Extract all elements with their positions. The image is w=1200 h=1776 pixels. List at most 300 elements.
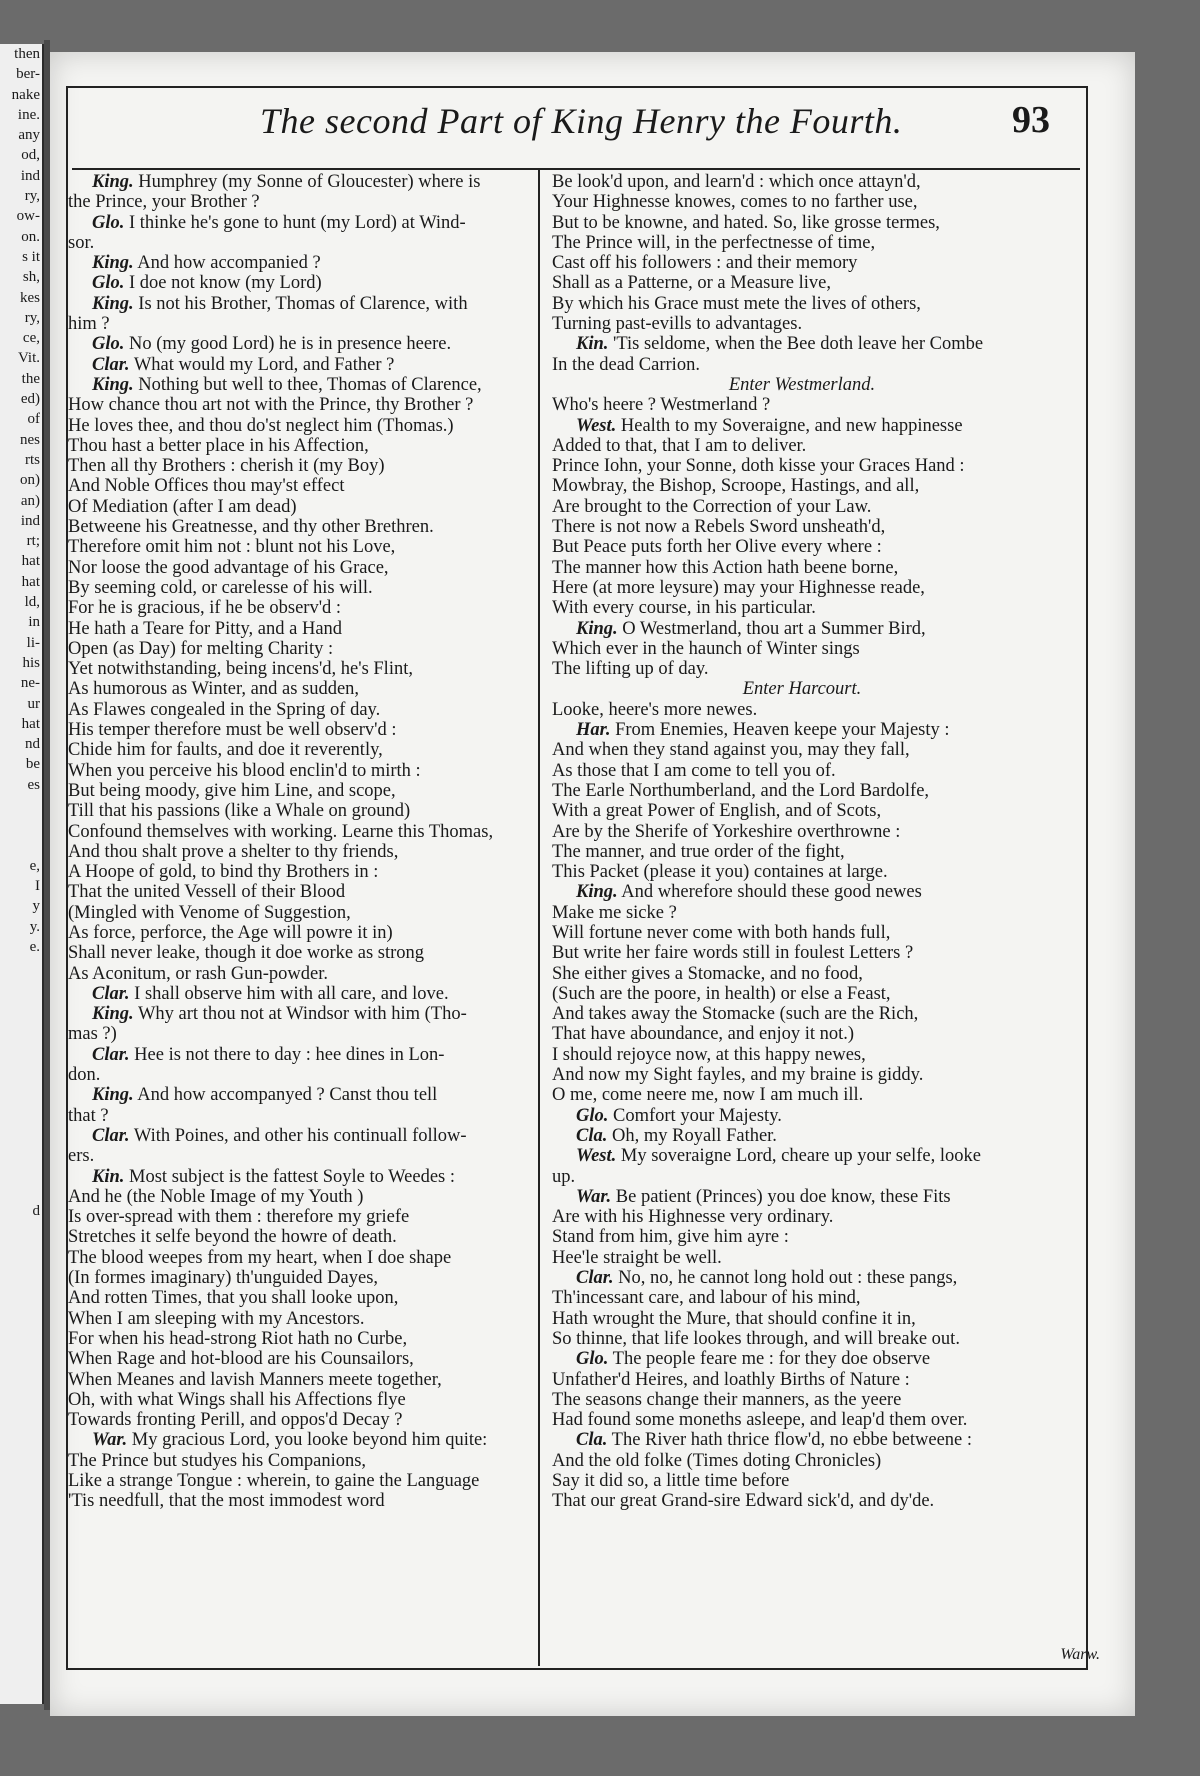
verse-line xyxy=(552,1248,1052,1268)
speaker-label: Clar. xyxy=(576,1268,614,1289)
speaker-label: West. xyxy=(576,415,617,436)
line-text: I should rejoyce now, at this happy newes, xyxy=(552,1044,866,1065)
verse-line xyxy=(552,1471,1052,1491)
line-text: And rotten Times, that you shall looke upon, xyxy=(68,1288,399,1309)
speaker-label: Cla. xyxy=(576,1125,608,1146)
verse-line xyxy=(68,801,536,821)
line-text: Is not his Brother, Thomas of Clarence, with xyxy=(138,293,468,314)
verse-line xyxy=(552,1349,1052,1369)
line-text: For when his head-strong Riot hath no Curbe, xyxy=(68,1328,408,1349)
prev-page-fragment xyxy=(0,1018,42,1038)
verse-line xyxy=(552,1085,1052,1105)
verse-line xyxy=(552,517,1052,537)
prev-page-fragment: ind xyxy=(20,512,40,529)
line-text: (Such are the poore, in health) or else a Feast, xyxy=(552,983,891,1004)
line-text: The Prince will, in the perfectnesse of time, xyxy=(552,232,876,253)
line-text: Are brought to the Correction of your Law. xyxy=(552,496,872,517)
verse-line xyxy=(552,1187,1052,1207)
speaker-label: Glo. xyxy=(92,212,125,233)
prev-page-fragment: ow- xyxy=(16,208,40,225)
line-text: With a great Power of English, and of Scots, xyxy=(552,801,882,822)
verse-line xyxy=(68,1065,536,1085)
line-text: O me, come neere me, now I am much ill. xyxy=(552,1085,864,1106)
speaker-label: Clar. xyxy=(92,354,130,375)
verse-line xyxy=(68,1370,536,1390)
speaker-label: War. xyxy=(576,1186,612,1207)
prev-page-fragment: y. xyxy=(29,918,40,935)
verse-line xyxy=(552,1126,1052,1146)
verse-line xyxy=(552,781,1052,801)
verse-line xyxy=(552,1268,1052,1288)
speaker-label: Clar. xyxy=(92,983,130,1004)
line-text: With Poines, and other his continuall follow- xyxy=(133,1125,467,1146)
verse-line xyxy=(552,639,1052,659)
verse-line xyxy=(68,1167,536,1187)
previous-page-edge xyxy=(0,44,44,1704)
running-title: The second Part of King Henry the Fourth. xyxy=(260,101,903,141)
prev-page-fragment: hat xyxy=(21,553,40,570)
prev-page-fragment: es xyxy=(27,776,40,793)
verse-line xyxy=(552,416,1052,436)
verse-line xyxy=(552,964,1052,984)
prev-page-fragment xyxy=(0,836,42,856)
verse-line xyxy=(68,192,536,212)
line-text: Turning past-evills to advantages. xyxy=(552,314,803,335)
line-text: Stretches it selfe beyond the howre of death. xyxy=(68,1227,397,1248)
verse-line xyxy=(552,801,1052,821)
line-text: (In formes imaginary) th'unguided Dayes, xyxy=(68,1268,379,1289)
line-text: (Mingled with Venome of Suggestion, xyxy=(68,902,351,923)
header-rule xyxy=(72,168,1080,170)
line-text: Chide him for faults, and doe it reverently, xyxy=(68,740,383,761)
verse-line xyxy=(552,1288,1052,1308)
line-text: And wherefore should these good newes xyxy=(621,882,922,903)
line-text: The lifting up of day. xyxy=(552,659,709,680)
catchword: Warw. xyxy=(1060,1646,1100,1663)
prev-page-fragment: be xyxy=(25,756,40,773)
line-text: When Rage and hot-blood are his Counsailors, xyxy=(68,1349,414,1370)
verse-line xyxy=(68,1471,536,1491)
line-text: Yet notwithstanding, being incens'd, he's Flint, xyxy=(68,659,413,680)
verse-line xyxy=(552,1491,1052,1511)
line-text: As Flawes congealed in the Spring of day. xyxy=(68,699,381,720)
prev-page-fragment xyxy=(0,998,42,1018)
verse-line xyxy=(552,1370,1052,1390)
line-text: Comfort your Majesty. xyxy=(613,1105,782,1126)
line-text: A Hoope of gold, to bind thy Brothers in : xyxy=(68,862,379,883)
prev-page-fragment: any xyxy=(18,127,40,144)
line-text: There is not now a Rebels Sword unsheath'd, xyxy=(552,517,886,538)
verse-line xyxy=(552,720,1052,740)
verse-line xyxy=(68,619,536,639)
verse-line xyxy=(552,537,1052,557)
verse-line xyxy=(68,1187,536,1207)
line-text: the Prince, your Brother ? xyxy=(68,192,260,213)
line-text: Nothing but well to thee, Thomas of Clarence, xyxy=(138,374,482,395)
verse-line xyxy=(68,1004,536,1024)
stage-direction: Enter Harcourt. xyxy=(742,679,862,700)
prev-page-fragment: ber- xyxy=(16,66,40,83)
line-text: I thinke he's gone to hunt (my Lord) at Wind- xyxy=(129,212,466,233)
verse-line xyxy=(552,273,1052,293)
verse-line xyxy=(68,1085,536,1105)
prev-page-fragment: then xyxy=(14,46,40,62)
prev-page-fragment: an) xyxy=(20,492,40,509)
prev-page-fragment: rt; xyxy=(26,533,40,550)
verse-line xyxy=(68,1451,536,1471)
verse-line xyxy=(68,639,536,659)
verse-line xyxy=(552,943,1052,963)
verse-line xyxy=(68,1227,536,1247)
line-text: Shall as a Patterne, or a Measure live, xyxy=(552,273,831,294)
verse-line xyxy=(68,1288,536,1308)
line-text: He hath a Teare for Pitty, and a Hand xyxy=(68,618,343,639)
line-text: As force, perforce, the Age will powre it in) xyxy=(68,922,393,943)
verse-line xyxy=(552,984,1052,1004)
line-text: Hath wrought the Mure, that should confine it in, xyxy=(552,1308,916,1329)
verse-line xyxy=(68,1329,536,1349)
line-text: Make me sicke ? xyxy=(552,902,677,923)
verse-line xyxy=(552,740,1052,760)
prev-page-fragment: on. xyxy=(21,228,40,245)
line-text: As humorous as Winter, and as sudden, xyxy=(68,679,360,700)
prev-page-fragment: sh, xyxy=(22,269,40,286)
verse-line xyxy=(552,1451,1052,1471)
prev-page-fragment: of xyxy=(27,411,40,428)
line-text: Nor loose the good advantage of his Grace, xyxy=(68,557,389,578)
line-text: When you perceive his blood enclin'd to mirth : xyxy=(68,760,421,781)
right-column xyxy=(552,172,1052,1512)
verse-line xyxy=(68,172,536,192)
verse-line xyxy=(552,1390,1052,1410)
line-text: Added to that, that I am to deliver. xyxy=(552,435,807,456)
prev-page-fragment: on) xyxy=(20,472,40,489)
line-text: But being moody, give him Line, and scope, xyxy=(68,780,396,801)
prev-page-fragment: rts xyxy=(25,451,40,468)
prev-page-fragment: nes xyxy=(20,431,40,448)
verse-line xyxy=(68,1024,536,1044)
speaker-label: West. xyxy=(576,1146,617,1167)
verse-line xyxy=(552,761,1052,781)
line-text: Are by the Sherife of Yorkeshire overthrowne : xyxy=(552,821,901,842)
verse-line xyxy=(552,558,1052,578)
verse-line xyxy=(68,436,536,456)
speaker-label: King. xyxy=(92,1004,134,1025)
line-text: The manner, and true order of the fight, xyxy=(552,841,845,862)
line-text: don. xyxy=(68,1065,101,1086)
verse-line xyxy=(552,213,1052,233)
line-text: And how accompanied ? xyxy=(137,253,321,274)
line-text: Be patient (Princes) you doe know, these Fits xyxy=(615,1186,951,1207)
verse-line xyxy=(552,659,1052,679)
speaker-label: Har. xyxy=(576,720,611,741)
verse-line xyxy=(68,984,536,1004)
verse-line xyxy=(68,395,536,415)
verse-line xyxy=(552,192,1052,212)
prev-page-fragment: li- xyxy=(26,634,40,651)
verse-line xyxy=(552,1430,1052,1450)
verse-line xyxy=(552,1227,1052,1247)
prev-page-fragment xyxy=(0,1140,42,1160)
line-text: But write her faire words still in foulest Letters ? xyxy=(552,943,914,964)
line-text: up. xyxy=(552,1166,576,1187)
speaker-label: Kin. xyxy=(576,334,609,355)
line-text: that ? xyxy=(68,1105,109,1126)
prev-page-fragment xyxy=(0,1039,42,1059)
line-text: That have aboundance, and enjoy it not.) xyxy=(552,1024,855,1045)
verse-line xyxy=(552,476,1052,496)
line-text: My soveraigne Lord, cheare up your selfe, looke xyxy=(620,1146,981,1167)
verse-line xyxy=(552,842,1052,862)
line-text: The River hath thrice flow'd, no ebbe betweene : xyxy=(611,1430,973,1451)
prev-page-fragment: nd xyxy=(25,736,40,753)
line-text: In the dead Carrion. xyxy=(552,354,700,375)
line-text: But to be knowne, and hated. So, like grosse termes, xyxy=(552,212,940,233)
verse-line xyxy=(68,1430,536,1450)
prev-page-fragment: ed) xyxy=(20,391,40,408)
prev-page-fragment xyxy=(0,1120,42,1140)
line-text: Then all thy Brothers : cherish it (my Boy) xyxy=(68,456,385,477)
verse-line xyxy=(68,476,536,496)
line-text: Will fortune never come with both hands full, xyxy=(552,922,891,943)
line-text: mas ?) xyxy=(68,1024,117,1045)
verse-line xyxy=(68,1390,536,1410)
prev-page-fragment xyxy=(0,1160,42,1180)
verse-line xyxy=(68,537,536,557)
line-text: As those that I am come to tell you of. xyxy=(552,760,836,781)
speaker-label: Glo. xyxy=(576,1105,609,1126)
verse-line xyxy=(552,1004,1052,1024)
verse-line xyxy=(552,172,1052,192)
verse-line xyxy=(68,882,536,902)
line-text: Cast off his followers : and their memory xyxy=(552,253,858,274)
verse-line xyxy=(552,1329,1052,1349)
prev-page-fragment: s it xyxy=(22,248,40,265)
verse-line xyxy=(68,1248,536,1268)
line-text: Health to my Soveraigne, and new happinesse xyxy=(620,415,963,436)
line-text: No, no, he cannot long hold out : these pangs, xyxy=(618,1268,958,1289)
line-text: That our great Grand-sire Edward sick'd, and dy'de. xyxy=(552,1491,935,1512)
verse-line xyxy=(552,233,1052,253)
prev-page-fragment: ind xyxy=(20,167,40,184)
prev-page-fragment xyxy=(0,795,42,815)
verse-line xyxy=(68,679,536,699)
prev-page-fragment: ld, xyxy=(24,594,40,611)
verse-line xyxy=(68,598,536,618)
line-text: Is over-spread with them : therefore my griefe xyxy=(68,1207,410,1228)
line-text: That the united Vessell of their Blood xyxy=(68,882,346,903)
verse-line xyxy=(68,314,536,334)
line-text: When I am sleeping with my Ancestors. xyxy=(68,1308,365,1329)
prev-page-fragment: in xyxy=(28,614,40,631)
verse-line xyxy=(68,740,536,760)
verse-line xyxy=(552,700,1052,720)
line-text: Oh, my Royall Father. xyxy=(611,1125,777,1146)
line-text: sor. xyxy=(68,232,95,253)
column-divider xyxy=(538,170,540,1666)
prev-page-fragment: nake xyxy=(11,86,40,103)
speaker-label: King. xyxy=(92,1085,134,1106)
line-text: Unfather'd Heires, and loathly Births of Nature : xyxy=(552,1369,910,1390)
line-text: 'Tis needfull, that the most immodest word xyxy=(68,1491,385,1512)
line-text: Oh, with what Wings shall his Affections flye xyxy=(68,1389,406,1410)
verse-line xyxy=(68,497,536,517)
speaker-label: Cla. xyxy=(576,1430,608,1451)
speaker-label: Glo. xyxy=(576,1349,609,1370)
line-text: His temper therefore must be well observ'd : xyxy=(68,720,397,741)
line-text: Mowbray, the Bishop, Scroope, Hastings, and all, xyxy=(552,476,920,497)
line-text: Open (as Day) for melting Charity : xyxy=(68,638,334,659)
line-text: Towards fronting Perill, and oppos'd Decay ? xyxy=(68,1410,403,1431)
line-text: And takes away the Stomacke (such are the Rich, xyxy=(552,1004,919,1025)
line-text: With every course, in his particular. xyxy=(552,598,816,619)
prev-page-fragment: e, xyxy=(29,857,40,874)
verse-line xyxy=(552,436,1052,456)
verse-line xyxy=(552,822,1052,842)
verse-line xyxy=(552,903,1052,923)
verse-line xyxy=(68,659,536,679)
verse-line xyxy=(68,1106,536,1126)
speaker-label: War. xyxy=(92,1430,128,1451)
verse-line xyxy=(552,1024,1052,1044)
prev-page-fragment: kes xyxy=(20,289,40,306)
line-text: I shall observe him with all care, and love. xyxy=(134,983,449,1004)
line-text: Th'incessant care, and labour of his mind, xyxy=(552,1288,861,1309)
speaker-label: King. xyxy=(92,293,134,314)
line-text: The Prince but studyes his Companions, xyxy=(68,1450,367,1471)
line-text: Are with his Highnesse very ordinary. xyxy=(552,1207,834,1228)
verse-line xyxy=(68,334,536,354)
verse-line xyxy=(552,598,1052,618)
line-text: Why art thou not at Windsor with him (Tho- xyxy=(137,1004,467,1025)
verse-line xyxy=(68,1126,536,1146)
line-text: ers. xyxy=(68,1146,95,1167)
line-text: Humphrey (my Sonne of Gloucester) where is xyxy=(138,172,481,192)
verse-line xyxy=(552,294,1052,314)
verse-line xyxy=(68,781,536,801)
prev-page-fragment: his xyxy=(22,654,40,671)
line-text: From Enemies, Heaven keepe your Majesty : xyxy=(615,720,950,741)
verse-line xyxy=(68,294,536,314)
verse-line xyxy=(552,1410,1052,1430)
verse-line xyxy=(552,253,1052,273)
verse-line xyxy=(68,1410,536,1430)
verse-line xyxy=(552,334,1052,354)
prev-page-fragment xyxy=(0,978,42,998)
line-text: And when they stand against you, may they fall, xyxy=(552,740,910,761)
verse-line xyxy=(68,1491,536,1511)
verse-line xyxy=(552,1167,1052,1187)
prev-page-fragment: ur xyxy=(27,695,40,712)
line-text: Of Mediation (after I am dead) xyxy=(68,496,297,517)
verse-line xyxy=(68,416,536,436)
line-text: The people feare me : for they doe observe xyxy=(612,1349,931,1370)
speaker-label: King. xyxy=(92,172,134,192)
prev-page-fragment: I xyxy=(35,878,40,895)
verse-line xyxy=(68,253,536,273)
verse-line xyxy=(68,517,536,537)
speaker-label: Glo. xyxy=(92,273,125,294)
prev-page-fragment xyxy=(0,1079,42,1099)
verse-line xyxy=(68,700,536,720)
page-header xyxy=(80,96,1070,146)
verse-line xyxy=(552,862,1052,882)
line-text: him ? xyxy=(68,314,110,335)
line-text: When Meanes and lavish Manners meete together, xyxy=(68,1369,442,1390)
prev-page-fragment: ne- xyxy=(20,675,40,692)
prev-page-fragment: y xyxy=(32,898,40,915)
prev-page-fragment xyxy=(0,1181,42,1201)
verse-line xyxy=(552,1045,1052,1065)
verse-line xyxy=(68,375,536,395)
prev-page-fragment: Vit. xyxy=(17,350,40,367)
line-text: No (my good Lord) he is in presence heere. xyxy=(129,334,452,355)
verse-line xyxy=(68,558,536,578)
line-text: And now my Sight fayles, and my braine is giddy. xyxy=(552,1065,924,1086)
verse-line xyxy=(68,964,536,984)
line-text: How chance thou art not with the Prince, thy Brother ? xyxy=(68,395,474,416)
left-column xyxy=(68,172,536,1512)
line-text: Hee is not there to day : hee dines in Lon- xyxy=(134,1044,445,1065)
verse-line xyxy=(68,213,536,233)
line-text: She either gives a Stomacke, and no food, xyxy=(552,963,863,984)
line-text: For he is gracious, if he be observ'd : xyxy=(68,598,342,619)
stage-direction: Enter Westmerland. xyxy=(728,374,876,395)
line-text: Thou hast a better place in his Affection, xyxy=(68,435,369,456)
line-text: 'Tis seldome, when the Bee doth leave her Combe xyxy=(613,334,984,355)
line-text: And how accompanyed ? Canst thou tell xyxy=(137,1085,438,1106)
line-text: And the old folke (Times doting Chronicles) xyxy=(552,1450,882,1471)
line-text: Be look'd upon, and learn'd : which once attayn'd, xyxy=(552,172,921,192)
verse-line xyxy=(68,923,536,943)
verse-line xyxy=(68,1309,536,1329)
verse-line xyxy=(68,903,536,923)
speaker-label: King. xyxy=(92,374,134,395)
verse-line xyxy=(552,497,1052,517)
verse-line xyxy=(68,1045,536,1065)
verse-line xyxy=(68,355,536,375)
line-text: As Aconitum, or rash Gun-powder. xyxy=(68,963,328,984)
prev-page-fragment xyxy=(0,1059,42,1079)
line-text: Stand from him, give him ayre : xyxy=(552,1227,789,1248)
line-text: Your Highnesse knowes, comes to no farther use, xyxy=(552,192,918,213)
verse-line xyxy=(68,822,536,842)
prev-page-fragment: od, xyxy=(21,147,40,164)
line-text: Prince Iohn, your Sonne, doth kisse your Graces Hand : xyxy=(552,456,965,477)
line-text: Till that his passions (like a Whale on ground) xyxy=(68,801,411,822)
speaker-label: Clar. xyxy=(92,1044,130,1065)
verse-line xyxy=(552,619,1052,639)
line-text: Betweene his Greatnesse, and thy other Brethren. xyxy=(68,517,434,538)
line-text: And he (the Noble Image of my Youth ) xyxy=(68,1186,364,1207)
verse-line xyxy=(68,273,536,293)
prev-page-fragment xyxy=(0,957,42,977)
prev-page-fragment: ry, xyxy=(24,309,40,326)
line-text: Therefore omit him not : blunt not his Love, xyxy=(68,537,396,558)
line-text: Hee'le straight be well. xyxy=(552,1247,722,1268)
line-text: Most subject is the fattest Soyle to Weedes : xyxy=(129,1166,456,1187)
verse-line xyxy=(552,355,1052,375)
line-text: Like a strange Tongue : wherein, to gaine the Language xyxy=(68,1471,480,1491)
prev-page-fragment: hat xyxy=(21,715,40,732)
prev-page-fragment: ce, xyxy=(22,330,40,347)
line-text: O Westmerland, thou art a Summer Bird, xyxy=(622,618,926,639)
line-text: Had found some moneths asleepe, and leap'd them over. xyxy=(552,1410,968,1431)
speaker-label: King. xyxy=(576,882,618,903)
line-text: Say it did so, a little time before xyxy=(552,1471,790,1491)
line-text: Confound themselves with working. Learne this Thomas, xyxy=(68,821,494,842)
prev-page-fragment xyxy=(0,815,42,835)
